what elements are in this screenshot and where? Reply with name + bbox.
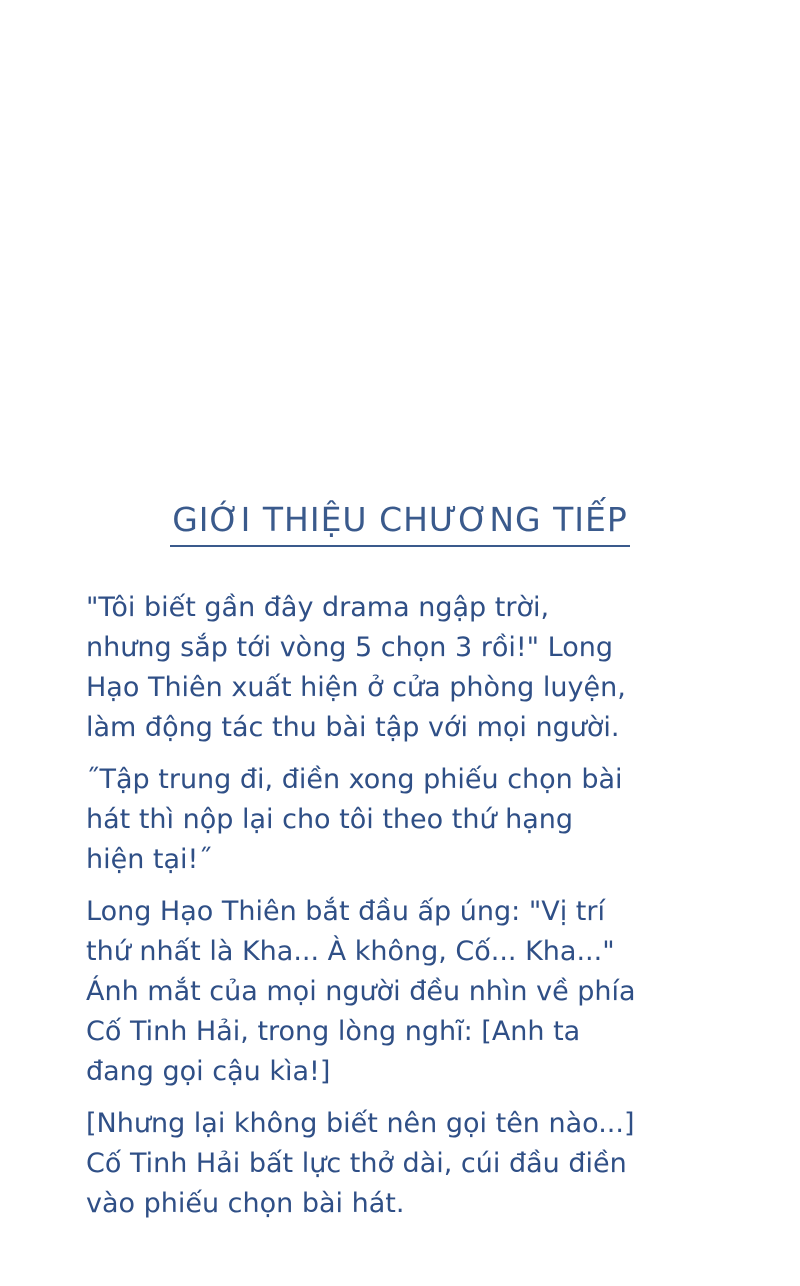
paragraph	[86, 892, 766, 1092]
paragraph	[86, 1104, 766, 1224]
text-line: ˝Tập trung đi, điền xong phiếu chọn bài	[86, 764, 623, 795]
paragraph	[86, 588, 766, 748]
text-line: hát thì nộp lại cho tôi theo thứ hạng	[86, 804, 574, 835]
text-line: Cố Tinh Hải, trong lòng nghĩ: [Anh ta	[86, 1016, 581, 1047]
text-line: "Tôi biết gần đây drama ngập trời,	[86, 592, 550, 623]
text-line: thứ nhất là Kha... À không, Cố... Kha..."	[86, 936, 615, 967]
next-chapter-heading: GIỚI THIỆU CHƯƠNG TIẾP	[170, 500, 630, 547]
heading-container	[0, 500, 800, 547]
text-line: Ánh mắt của mọi người đều nhìn về phía	[86, 976, 636, 1007]
text-line: Hạo Thiên xuất hiện ở cửa phòng luyện,	[86, 672, 626, 703]
next-chapter-text	[86, 588, 766, 1236]
text-line: hiện tại!˝	[86, 844, 212, 875]
text-line: Cố Tinh Hải bất lực thở dài, cúi đầu điền	[86, 1148, 627, 1179]
text-line: nhưng sắp tới vòng 5 chọn 3 rồi!" Long	[86, 632, 614, 663]
text-line: [Nhưng lại không biết nên gọi tên nào...]	[86, 1108, 635, 1139]
text-line: Long Hạo Thiên bắt đầu ấp úng: "Vị trí	[86, 896, 605, 927]
text-line: làm động tác thu bài tập với mọi người.	[86, 712, 620, 743]
paragraph	[86, 760, 766, 880]
text-line: vào phiếu chọn bài hát.	[86, 1188, 405, 1219]
text-line: đang gọi cậu kìa!]	[86, 1056, 331, 1087]
